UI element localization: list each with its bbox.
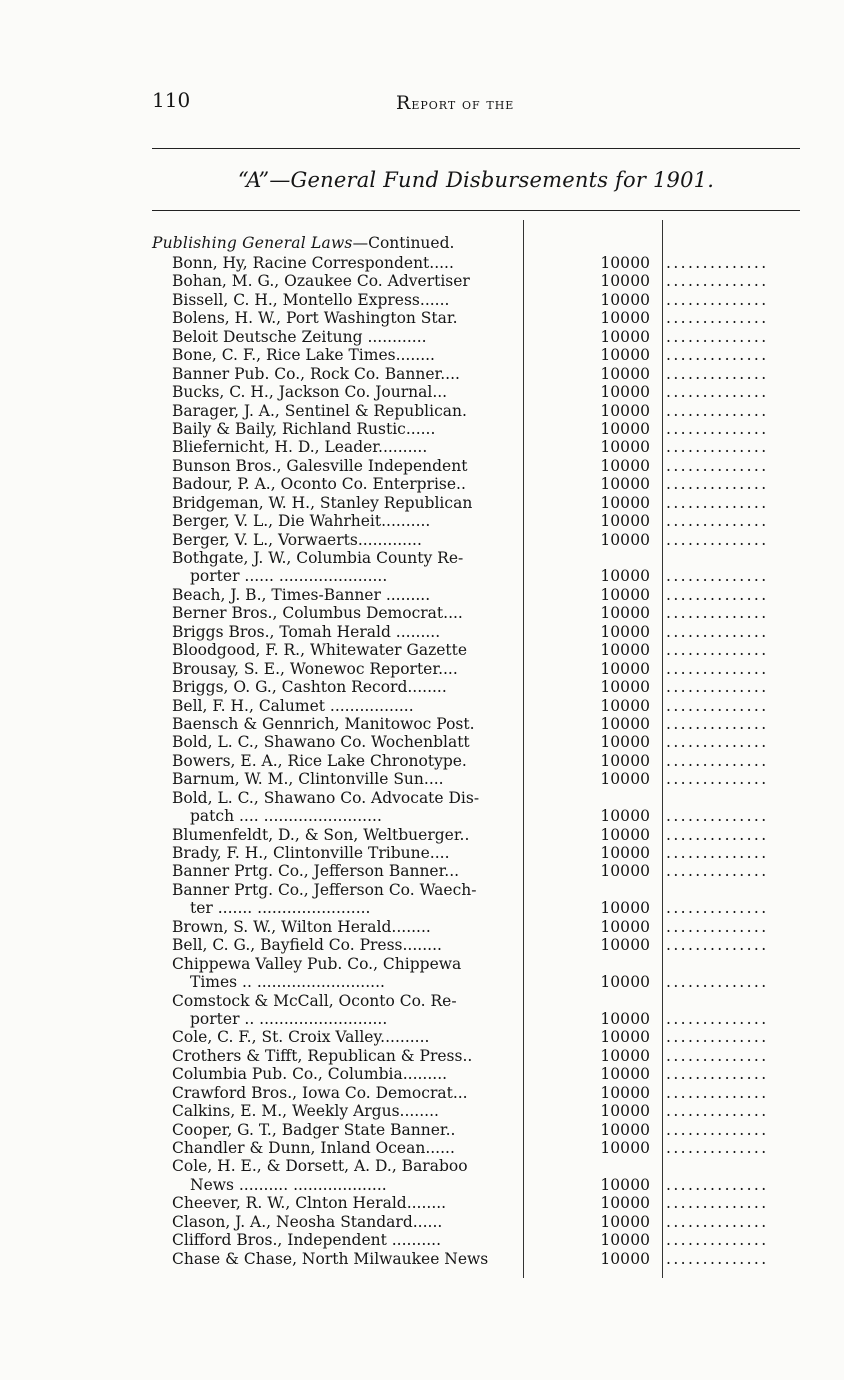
amount-cents: 00 [630,899,650,918]
payee-name: Chase & Chase, North Milwaukee News [172,1249,489,1268]
amount-dollars: 100 [600,899,630,918]
table-row [152,899,812,917]
leader-dots: .............. [666,401,769,420]
amount-dollars: 100 [600,1028,630,1047]
amount-cents: 00 [630,1065,650,1084]
table-row [152,420,812,438]
leader-dots: .............. [666,1009,769,1028]
leader-dots: .............. [666,567,769,586]
leader-dots: .............. [666,807,769,826]
amount-cents: 00 [630,678,650,697]
payee-name: Berger, V. L., Die Wahrheit.......... [172,512,431,531]
amount-cents: 00 [630,1009,650,1028]
table-row [152,1194,812,1212]
amount-cents: 00 [630,1120,650,1139]
amount-dollars: 100 [600,327,630,346]
amount-cents: 00 [630,438,650,457]
table-row [152,1121,812,1139]
leader-dots: .............. [666,493,769,512]
leader-dots: .............. [666,862,769,881]
table-row [152,1250,812,1268]
amount-dollars: 100 [600,825,630,844]
table-row [152,1231,812,1249]
amount-cents: 00 [630,585,650,604]
amount-dollars: 100 [600,1231,630,1250]
amount-dollars: 100 [600,917,630,936]
leader-dots: .............. [666,1083,769,1102]
amount-cents: 00 [630,604,650,623]
payee-name: Banner Pub. Co., Rock Co. Banner.... [172,364,460,383]
payee-name: Bridgeman, W. H., Stanley Republican [172,493,473,512]
amount-cents: 00 [630,1083,650,1102]
amount-dollars: 100 [600,1065,630,1084]
amount-dollars: 100 [600,512,630,531]
table-row [152,844,812,862]
amount-cents: 00 [630,807,650,826]
table-row [152,807,812,825]
payee-name: Brady, F. H., Clintonville Tribune.... [172,844,450,862]
leader-dots: .............. [666,1046,769,1065]
amount-cents: 00 [630,309,650,328]
amount-dollars: 100 [600,346,630,365]
leader-dots: .............. [666,917,769,936]
payee-name: Brown, S. W., Wilton Herald........ [172,917,431,936]
payee-name: Banner Prtg. Co., Jefferson Banner... [172,862,460,881]
amount-dollars: 100 [600,659,630,678]
table-row [152,715,812,733]
table-row [152,862,812,880]
amount-cents: 00 [630,254,650,272]
payee-name: Chandler & Dunn, Inland Ocean...... [172,1139,455,1157]
payee-name: Cheever, R. W., Clnton Herald........ [172,1194,447,1213]
amount-cents: 00 [630,1249,650,1268]
table-row [152,1028,812,1046]
table-row [152,365,812,383]
amount-dollars: 100 [600,456,630,475]
payee-name: Bliefernicht, H. D., Leader.......... [172,438,428,457]
leader-dots: .............. [666,1212,769,1231]
payee-name: Bone, C. F., Rice Lake Times........ [172,346,435,365]
amount-dollars: 100 [600,438,630,457]
amount-dollars: 100 [600,1009,630,1028]
payee-name: Berger, V. L., Vorwaerts............. [172,530,422,549]
table-row [152,604,812,622]
amount-cents: 00 [630,493,650,512]
amount-dollars: 100 [600,1120,630,1139]
amount-cents: 00 [630,1212,650,1231]
table-row [152,494,812,512]
payee-name: Briggs Bros., Tomah Herald ......... [172,622,441,641]
table-row [152,291,812,309]
leader-dots: .............. [666,1120,769,1139]
leader-dots: .............. [666,714,769,733]
table-row [152,733,812,751]
amount-dollars: 100 [600,696,630,715]
payee-name: Clason, J. A., Neosha Standard...... [172,1212,443,1231]
payee-name: Columbia Pub. Co., Columbia......... [172,1065,448,1084]
amount-cents: 00 [630,272,650,291]
amount-cents: 00 [630,1175,650,1194]
amount-cents: 00 [630,1046,650,1065]
payee-name: Berner Bros., Columbus Democrat.... [172,604,463,623]
amount-cents: 00 [630,1102,650,1121]
table-row [152,457,812,475]
payee-name: Baensch & Gennrich, Manitowoc Post. [172,714,475,733]
amount-dollars: 100 [600,1102,630,1121]
amount-cents: 00 [630,1231,650,1250]
amount-dollars: 100 [600,567,630,586]
amount-dollars: 100 [600,770,630,789]
table-row [152,549,812,567]
leader-dots: .............. [666,696,769,715]
leader-dots: .............. [666,622,769,641]
table-row [152,1213,812,1231]
leader-dots: .............. [666,1028,769,1047]
page-number: 110 [152,88,191,112]
leader-dots: .............. [666,936,769,955]
payee-name: Chippewa Valley Pub. Co., Chippewa [172,954,462,973]
table-row [152,272,812,290]
payee-name: Baily & Baily, Richland Rustic...... [172,419,436,438]
payee-name: Bonn, Hy, Racine Correspondent..... [172,254,454,272]
table-row [152,752,812,770]
table-row [152,973,812,991]
leader-dots: .............. [666,456,769,475]
leader-dots: .............. [666,733,769,752]
leader-dots: .............. [666,346,769,365]
table-row [152,623,812,641]
amount-cents: 00 [630,383,650,402]
payee-name: Brousay, S. E., Wonewoc Reporter.... [172,659,458,678]
amount-dollars: 100 [600,290,630,309]
amount-cents: 00 [630,401,650,420]
payee-name: Bell, F. H., Calumet ................. [172,696,414,715]
payee-name: Bloodgood, F. R., Whitewater Gazette [172,641,468,660]
amount-dollars: 100 [600,254,630,272]
amount-dollars: 100 [600,1083,630,1102]
amount-cents: 00 [630,364,650,383]
amount-cents: 00 [630,714,650,733]
leader-dots: .............. [666,1139,769,1157]
payee-name: porter ...... ...................... [190,567,388,586]
table-row [152,641,812,659]
amount-dollars: 100 [600,678,630,697]
leader-dots: .............. [666,1249,769,1268]
table-row [152,1176,812,1194]
leader-dots: .............. [666,1065,769,1084]
payee-name: Bold, L. C., Shawano Co. Wochenblatt [172,733,470,752]
amount-dollars: 100 [600,751,630,770]
leader-dots: .............. [666,751,769,770]
payee-name: Bold, L. C., Shawano Co. Advocate Dis- [172,788,480,807]
leader-dots: .............. [666,512,769,531]
amount-dollars: 100 [600,1194,630,1213]
table-row [152,992,812,1010]
table-row [152,789,812,807]
payee-name: Clifford Bros., Independent .......... [172,1231,442,1250]
payee-name: Bucks, C. H., Jackson Co. Journal... [172,383,448,402]
amount-cents: 00 [630,327,650,346]
table-row [152,881,812,899]
amount-dollars: 100 [600,364,630,383]
amount-cents: 00 [630,770,650,789]
payee-name: ter ....... ....................... [190,899,371,918]
amount-dollars: 100 [600,493,630,512]
amount-cents: 00 [630,512,650,531]
payee-name: Times .. .......................... [190,973,385,992]
payee-name: Bowers, E. A., Rice Lake Chronotype. [172,751,467,770]
amount-cents: 00 [630,641,650,660]
payee-name: Calkins, E. M., Weekly Argus........ [172,1102,439,1121]
table-row [152,346,812,364]
table-row [152,1139,812,1157]
leader-dots: .............. [666,272,769,291]
amount-dollars: 100 [600,622,630,641]
amount-dollars: 100 [600,1139,630,1157]
table-row [152,402,812,420]
table-row [152,438,812,456]
payee-name: Barnum, W. M., Clintonville Sun.... [172,770,444,789]
table-row [152,1065,812,1083]
leader-dots: .............. [666,585,769,604]
leader-dots: .............. [666,475,769,494]
payee-name: Crawford Bros., Iowa Co. Democrat... [172,1083,468,1102]
payee-name: News .......... ................... [190,1175,387,1194]
amount-cents: 00 [630,419,650,438]
leader-dots: .............. [666,364,769,383]
amount-cents: 00 [630,862,650,881]
amount-cents: 00 [630,475,650,494]
section-heading-suffix: —Continued. [352,234,455,252]
amount-cents: 00 [630,696,650,715]
leader-dots: .............. [666,290,769,309]
leader-dots: .............. [666,659,769,678]
leader-dots: .............. [666,530,769,549]
amount-dollars: 100 [600,1046,630,1065]
amount-cents: 00 [630,346,650,365]
table-row [152,660,812,678]
leader-dots: .............. [666,309,769,328]
payee-name: Beach, J. B., Times-Banner ......... [172,585,431,604]
leader-dots: .............. [666,419,769,438]
section-heading-italic: Publishing General Laws [152,234,353,252]
payee-name: Briggs, O. G., Cashton Record........ [172,678,447,697]
leader-dots: .............. [666,641,769,660]
leader-dots: .............. [666,604,769,623]
leader-dots: .............. [666,1231,769,1250]
amount-cents: 00 [630,917,650,936]
amount-cents: 00 [630,1139,650,1157]
leader-dots: .............. [666,899,769,918]
amount-dollars: 100 [600,862,630,881]
table-row [152,918,812,936]
table-row [152,383,812,401]
amount-cents: 00 [630,936,650,955]
top-rule [152,148,800,149]
amount-dollars: 100 [600,272,630,291]
amount-cents: 00 [630,456,650,475]
payee-name: Cole, H. E., & Dorsett, A. D., Baraboo [172,1157,468,1176]
amount-dollars: 100 [600,475,630,494]
title-rule [152,210,800,211]
leader-dots: .............. [666,383,769,402]
amount-cents: 00 [630,530,650,549]
table-row [152,1157,812,1175]
payee-name: Bunson Bros., Galesville Independent [172,456,468,475]
amount-dollars: 100 [600,419,630,438]
table-row [152,586,812,604]
payee-name: Bell, C. G., Bayfield Co. Press........ [172,936,442,955]
payee-name: Bothgate, J. W., Columbia County Re- [172,549,464,567]
amount-cents: 00 [630,825,650,844]
leader-dots: .............. [666,327,769,346]
table-row [152,955,812,973]
payee-name: Beloit Deutsche Zeitung ............ [172,327,427,346]
payee-name: porter .. .......................... [190,1009,388,1028]
table-row [152,531,812,549]
amount-dollars: 100 [600,733,630,752]
amount-dollars: 100 [600,936,630,955]
amount-dollars: 100 [600,973,630,992]
payee-name: Bolens, H. W., Port Washington Star. [172,309,458,328]
amount-cents: 00 [630,1028,650,1047]
leader-dots: .............. [666,1175,769,1194]
leader-dots: .............. [666,254,769,272]
amount-cents: 00 [630,622,650,641]
amount-dollars: 100 [600,641,630,660]
table-row [152,697,812,715]
leader-dots: .............. [666,844,769,862]
payee-name: Badour, P. A., Oconto Co. Enterprise.. [172,475,466,494]
amount-dollars: 100 [600,1212,630,1231]
table-row [152,254,812,272]
amount-cents: 00 [630,973,650,992]
payee-name: Cole, C. F., St. Croix Valley.......... [172,1028,430,1047]
amount-dollars: 100 [600,714,630,733]
amount-cents: 00 [630,659,650,678]
table-row [152,512,812,530]
payee-name: Comstock & McCall, Oconto Co. Re- [172,991,457,1010]
section-heading [152,234,454,252]
amount-dollars: 100 [600,383,630,402]
leader-dots: .............. [666,438,769,457]
payee-name: Bissell, C. H., Montello Express...... [172,290,450,309]
payee-name: Blumenfeldt, D., & Son, Weltbuerger.. [172,825,470,844]
amount-dollars: 100 [600,530,630,549]
amount-dollars: 100 [600,1249,630,1268]
table-row [152,1084,812,1102]
table-row [152,826,812,844]
leader-dots: .............. [666,825,769,844]
table-row [152,567,812,585]
payee-name: patch .... ........................ [190,807,382,826]
amount-cents: 00 [630,733,650,752]
amount-dollars: 100 [600,585,630,604]
leader-dots: .............. [666,678,769,697]
running-head: Report of the [396,92,515,114]
table-row [152,1010,812,1028]
leader-dots: .............. [666,1194,769,1213]
table-row [152,1102,812,1120]
table-row [152,328,812,346]
table-row [152,678,812,696]
amount-dollars: 100 [600,401,630,420]
payee-name: Crothers & Tifft, Republican & Press.. [172,1046,473,1065]
amount-cents: 00 [630,751,650,770]
amount-dollars: 100 [600,309,630,328]
amount-dollars: 100 [600,604,630,623]
table-row [152,770,812,788]
disbursement-list [152,254,812,1268]
payee-name: Cooper, G. T., Badger State Banner.. [172,1120,456,1139]
amount-dollars: 100 [600,1175,630,1194]
table-row [152,1047,812,1065]
amount-cents: 00 [630,844,650,862]
payee-name: Bohan, M. G., Ozaukee Co. Advertiser [172,272,470,291]
leader-dots: .............. [666,770,769,789]
payee-name: Banner Prtg. Co., Jefferson Co. Waech- [172,880,477,899]
amount-cents: 00 [630,567,650,586]
leader-dots: .............. [666,973,769,992]
amount-cents: 00 [630,1194,650,1213]
table-row [152,309,812,327]
table-row [152,936,812,954]
leader-dots: .............. [666,1102,769,1121]
amount-cents: 00 [630,290,650,309]
payee-name: Barager, J. A., Sentinel & Republican. [172,401,467,420]
amount-dollars: 100 [600,807,630,826]
amount-dollars: 100 [600,844,630,862]
table-row [152,475,812,493]
table-title: “A”—General Fund Disbursements for 1901. [237,168,715,192]
